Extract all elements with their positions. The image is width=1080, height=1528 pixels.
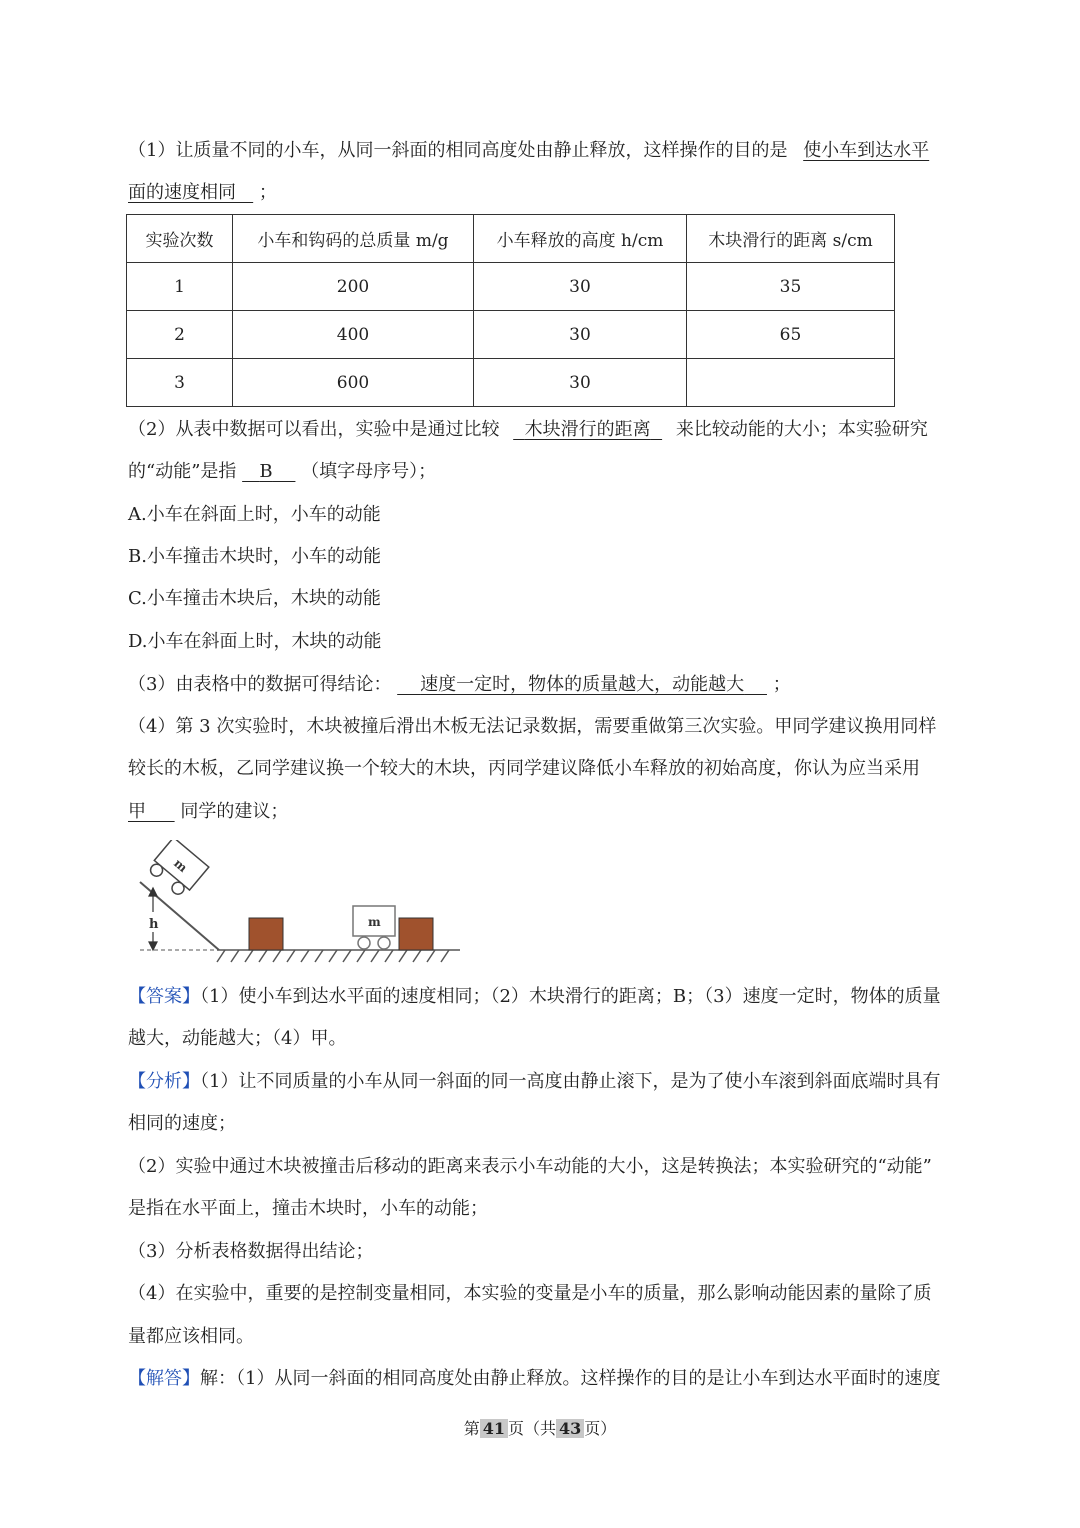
- q3-answer: 速度一定时，物体的质量越大，动能越大: [420, 674, 745, 695]
- table-header-cell: 实验次数: [127, 215, 233, 263]
- q3-line: [128, 673, 791, 697]
- table-cell: 3: [127, 359, 233, 407]
- footer-middle: 页（共: [507, 1419, 556, 1438]
- q1-tail: ；: [258, 182, 277, 203]
- table-row: [127, 359, 895, 407]
- solution-text-1: 解：（1）从同一斜面的相同高度处由静止释放。这样操作的目的是让小车到达水平面时的速度: [200, 1368, 941, 1389]
- option-b: B.小车撞击木块时，小车的动能: [128, 546, 381, 567]
- table-cell: 65: [687, 311, 895, 359]
- table-cell: 400: [233, 311, 474, 359]
- table-header-cell: 木块滑行的距离 s/cm: [687, 215, 895, 263]
- table-row: [127, 263, 895, 311]
- q1-line2: [128, 181, 277, 205]
- option-a: A.小车在斜面上时，小车的动能: [128, 504, 381, 525]
- q3-prefix: （3）由表格中的数据可得结论：: [128, 674, 392, 695]
- table-cell: [687, 359, 895, 407]
- table-header-cell: 小车释放的高度 h/cm: [474, 215, 687, 263]
- q2-answer1: 木块滑行的距离: [524, 419, 651, 440]
- page-footer: [0, 1416, 1080, 1439]
- cart-label-bottom: m: [368, 915, 381, 929]
- answer-line2: 越大，动能越大；（4）甲。: [128, 1028, 347, 1049]
- experiment-figure: [135, 840, 465, 970]
- q2-answer2: B: [259, 461, 273, 482]
- table-header-cell: 小车和钩码的总质量 m/g: [233, 215, 474, 263]
- q4-line1: （4）第 3 次实验时，木块被撞后滑出木板无法记录数据，需要重做第三次实验。甲同学建议换用同样: [128, 716, 937, 737]
- wood-block-1: [249, 918, 283, 950]
- q2-prefix: （2）从表中数据可以看出，实验中是通过比较: [128, 419, 500, 440]
- cart-on-incline: [147, 840, 209, 899]
- q2-middle: 来比较动能的大小；本实验研究: [675, 419, 928, 440]
- q1-line1: [128, 139, 929, 163]
- page-number: 41: [480, 1419, 508, 1438]
- wood-block-2: [399, 918, 433, 950]
- table-header-row: [127, 215, 895, 263]
- footer-prefix: 第: [463, 1419, 480, 1438]
- analysis-text-1: （1）让不同质量的小车从同一斜面的同一高度由静止滚下，是为了使小车滚到斜面底端时具有: [200, 1071, 941, 1092]
- analysis-tag: 【分析】: [128, 1071, 200, 1092]
- answer-line1: [128, 985, 941, 1009]
- option-d: D.小车在斜面上时，木块的动能: [128, 631, 382, 652]
- analysis-line4: 是指在水平面上，撞击木块时，小车的动能；: [128, 1198, 488, 1219]
- table-cell: 30: [474, 359, 687, 407]
- table-cell: 200: [233, 263, 474, 311]
- solution-line1: [128, 1367, 940, 1391]
- q4-answer: 甲: [128, 801, 146, 822]
- q2-line1: [128, 418, 928, 442]
- analysis-line1: [128, 1070, 940, 1094]
- q1-answer-part1: 使小车到达水平: [803, 140, 930, 161]
- table-cell: 1: [127, 263, 233, 311]
- cart-on-ground: [353, 906, 395, 949]
- analysis-line5: （3）分析表格数据得出结论；: [128, 1241, 374, 1262]
- table-cell: 600: [233, 359, 474, 407]
- q2-line2: [128, 460, 436, 484]
- total-pages: 43: [556, 1419, 584, 1438]
- q2-line2-prefix: 的“动能”是指: [128, 461, 237, 482]
- q2-line2-suffix: （填字母序号）；: [301, 461, 437, 482]
- solution-tag: 【解答】: [128, 1368, 200, 1389]
- answer-tag: 【答案】: [128, 986, 200, 1007]
- experiment-table: [126, 214, 895, 407]
- answer-text-1: （1）使小车到达水平面的速度相同；（2）木块滑行的距离；B；（3）速度一定时，物体的质量: [200, 986, 941, 1007]
- table-cell: 30: [474, 311, 687, 359]
- q1-answer-part2: 面的速度相同: [128, 182, 236, 203]
- ground: [217, 950, 460, 962]
- q3-tail: ；: [772, 674, 791, 695]
- analysis-line7: 量都应该相同。: [128, 1326, 254, 1347]
- q4-suffix: 同学的建议；: [180, 801, 289, 822]
- analysis-line3: （2）实验中通过木块被撞击后移动的距离来表示小车动能的大小，这是转换法；本实验研究的“动能”: [128, 1156, 932, 1177]
- table-cell: 2: [127, 311, 233, 359]
- q4-line2: 较长的木板，乙同学建议换一个较大的木块，丙同学建议降低小车释放的初始高度，你认为应当采用: [128, 758, 920, 779]
- q4-line3: [128, 800, 288, 824]
- table-cell: 30: [474, 263, 687, 311]
- option-c: C.小车撞击木块后，木块的动能: [128, 588, 381, 609]
- analysis-line2: 相同的速度；: [128, 1113, 236, 1134]
- analysis-line6: （4）在实验中，重要的是控制变量相同，本实验的变量是小车的质量，那么影响动能因素的量除了质: [128, 1283, 932, 1304]
- footer-suffix: 页）: [584, 1419, 617, 1438]
- table-cell: 35: [687, 263, 895, 311]
- table-row: [127, 311, 895, 359]
- q1-question: （1）让质量不同的小车，从同一斜面的相同高度处由静止释放，这样操作的目的是: [128, 140, 788, 161]
- height-label: h: [149, 917, 159, 932]
- cart-label-top: m: [171, 856, 190, 875]
